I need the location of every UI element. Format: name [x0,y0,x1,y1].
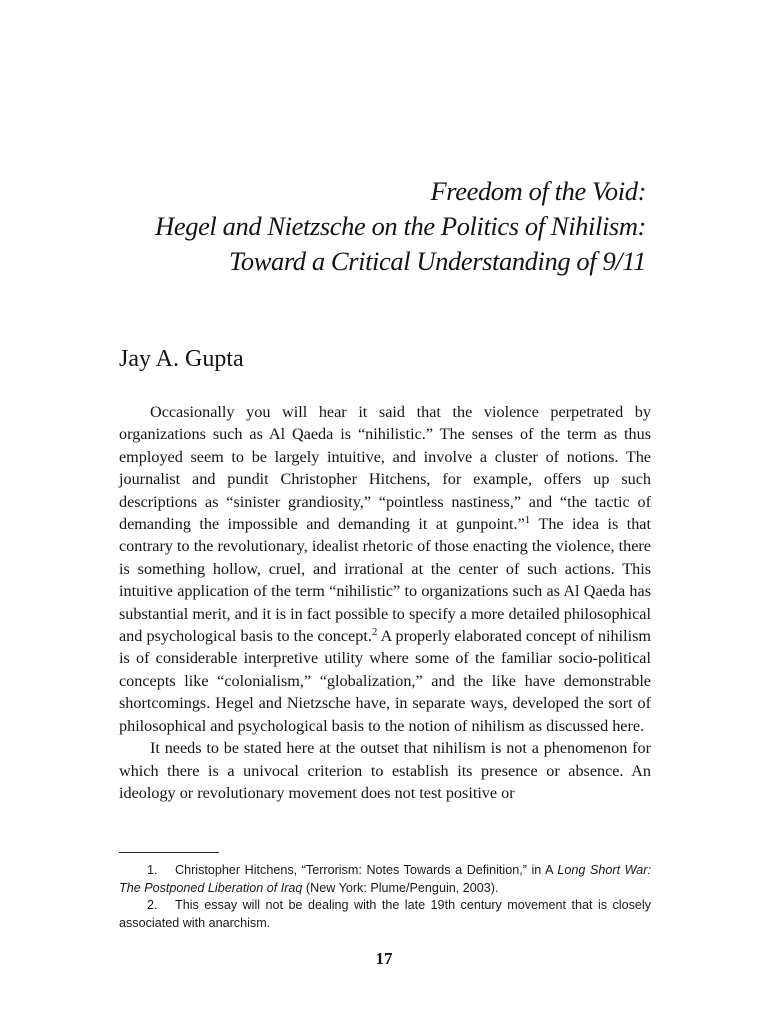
footnote-2-text: This essay will not be dealing with the late 19th century movement that is closely associated with anarchism. [119,898,651,930]
paragraph-1-part-a: Occasionally you will hear it said that the violence perpetrated by organizations such as Al Qaeda is “nihilistic.” The senses of the term as thus employed seem to be largely intuitive, and involve a cluster of notions. The journalist and pundit Christopher Hitchens, for example, offers up such descriptions as “sinister grandiosity,” “pointless nastiness,” and “the tactic of demanding the impossible and demanding it at gunpoint.” [119,403,651,534]
footnote-1 [119,862,651,897]
footnote-ref-2[interactable]: 2 [371,626,378,639]
footnotes [119,862,651,932]
paragraph-1-part-c: A properly elaborated concept of nihilism is of considerable interpretive utility where some of the familiar socio-political concepts like “colonialism,” “globalization,” and the like have demonstrable shortcomings. Hegel and Nietzsche have, in separate ways, developed the sort of philosophical and psychological basis to the notion of nihilism as discussed here. [119,627,651,735]
article-title [90,174,646,279]
footnote-1-text-pre: Christopher Hitchens, “Terrorism: Notes Towards a Definition,” in A [175,863,558,877]
paragraph-2: It needs to be stated here at the outset that nihilism is not a phenomenon for which there is a univocal criterion to establish its presence or absence. An ideology or revolutionary movement does not test positive or [119,739,651,802]
title-line-3: Toward a Critical Understanding of 9/11 [228,246,646,276]
footnote-2-number: 2. [147,898,158,913]
footnote-ref-1[interactable]: 1 [524,514,531,527]
footnote-1-number: 1. [147,863,158,877]
footnote-divider [119,852,219,853]
footnote-1-text-post: (New York: Plume/Penguin, 2003). [302,880,499,895]
paragraph-1 [119,401,651,737]
paragraph-1-part-b: The idea is that contrary to the revolutionary, idealist rhetoric of those enacting the violence, there is something hollow, cruel, and irrational at the center of such actions. This intuitive application of the term “nihilistic” to organizations such as Al Qaeda has substantial merit, and it is in fact possible to specify a more detailed philosophical and psychological basis to the concept. [119,515,651,646]
footnote-2 [119,897,651,932]
title-line-2: Hegel and Nietzsche on the Politics of Nihilism: [155,211,646,241]
title-line-1: Freedom of the Void: [430,176,646,206]
author-name: Jay A. Gupta [119,346,244,372]
page-number: 17 [375,949,393,968]
footnote-1-book-title: Long Short War: The Postponed Liberation of Iraq [119,863,651,895]
body-text [119,401,651,804]
